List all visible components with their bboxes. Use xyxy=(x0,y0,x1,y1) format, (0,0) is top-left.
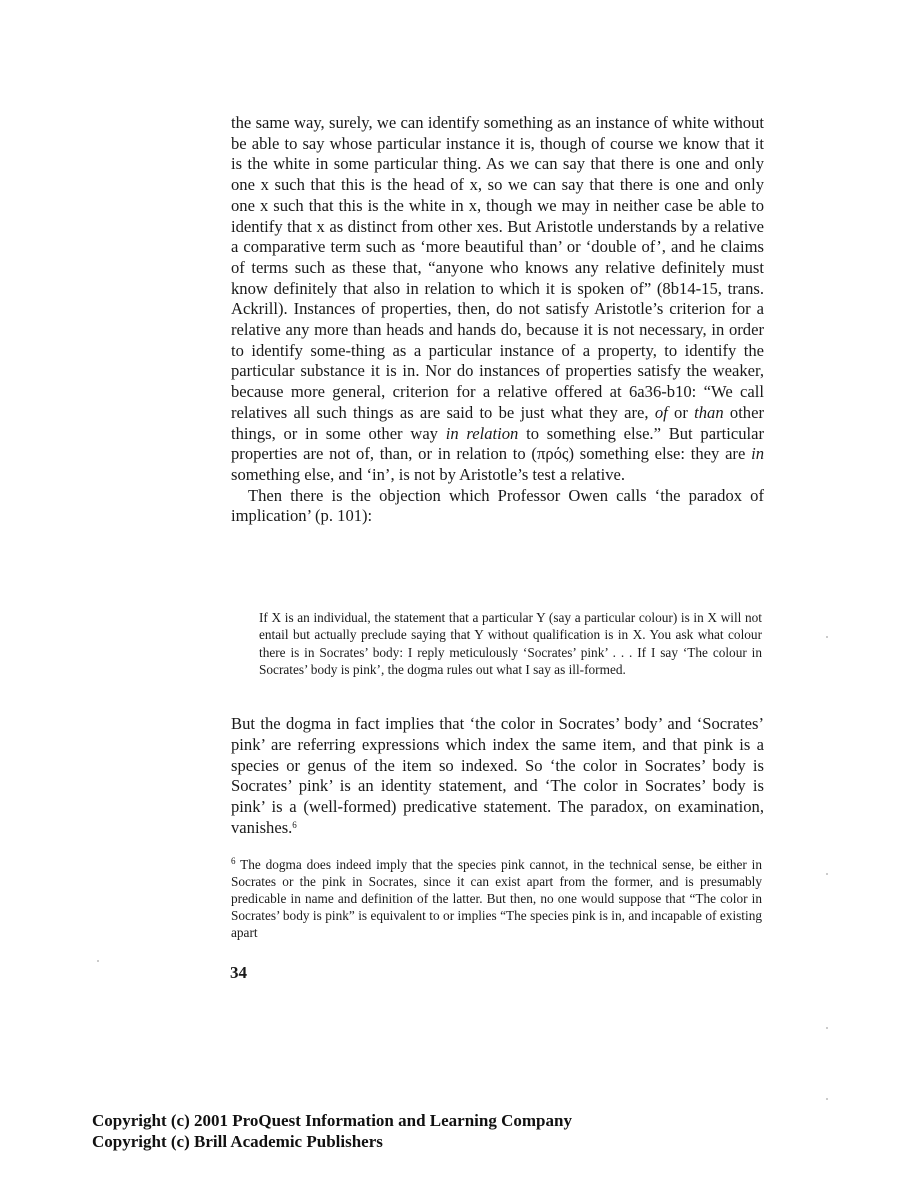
paragraph-1-text-5: something else, and ‘in’, is not by Aristotle’s test a relative. xyxy=(231,464,626,484)
paragraph-1-text-4: to something else.” But particular properties are not of, than, or in relation to (πρός) something else: they are xyxy=(231,423,764,464)
paragraph-1-text-3: other things, or in some other way xyxy=(231,402,764,443)
main-text xyxy=(231,113,764,527)
footnote-reference[interactable]: 6 xyxy=(292,819,297,830)
italic-than: than xyxy=(694,402,724,422)
footnote-text: The dogma does indeed imply that the species pink cannot, in the technical sense, be either in Socrates or the pink in Socrates, since it can exist apart from the former, and is presumably predicable in name and definition of the latter. But then, no one would suppose that “The color in Socrates’ body is pink” is equivalent to or implies “The species pink is in, and incapable of existing apart xyxy=(231,857,762,940)
paragraph-3 xyxy=(231,714,764,839)
scan-speck xyxy=(97,960,99,962)
italic-of: of xyxy=(654,402,668,422)
copyright-notice xyxy=(92,1110,572,1152)
scan-speck xyxy=(826,1098,828,1100)
scan-speck xyxy=(826,636,828,638)
footnote xyxy=(231,857,762,942)
paragraph-3-text: But the dogma in fact implies that ‘the color in Socrates’ body’ and ‘Socrates’ pink’ are referring expressions which index the same item, and that pink is a species or genus of the item so indexed. So ‘the color in Socrates’ body is Socrates’ pink’ is an identity statement, and ‘The color in Socrates’ body is pink’ is a (well-formed) predicative statement. The paradox, on examination, vanishes. xyxy=(231,714,764,837)
scan-speck xyxy=(826,873,828,875)
paragraph-1-text: the same way, surely, we can identify something as an instance of white without be able to say whose particular instance it is, though of course we know that it is the white in some particular thing. As we can say that there is one and only one x such that this is the head of x, so we can say that there is one and only one x such that this is the white in x, though we may in neither case be able to identify that x as distinct from other xes. But Aristotle understands by a relative a comparative term such as ‘more beautiful than’ or ‘double of’, and he claims of terms such as these that, “anyone who knows any relative definitely must know definitely that also in relation to which it is spoken of” (8b14-15, trans. Ackrill). Instances of properties, then, do not satisfy Aristotle’s criterion for a relative any more than heads and hands do, because it is not necessary, in order to identify some-thing as a particular instance of a property, to identify the particular substance it is in. Nor do instances of properties satisfy the weaker, because more general, criterion for a relative offered at 6a36-b10: “We call relatives all such things as are said to be just what they are, xyxy=(231,113,764,422)
copyright-line-2: Copyright (c) Brill Academic Publishers xyxy=(92,1132,383,1151)
footnote-marker: 6 xyxy=(231,856,236,866)
scan-speck xyxy=(826,1027,828,1029)
page-number: 34 xyxy=(230,963,247,982)
block-quote: If X is an individual, the statement that a particular Y (say a particular colour) is in X will not entail but actually preclude saying that Y without qualification is in X. You ask what colour there is in Socrates’ body: I reply meticulously ‘Socrates’ pink’ . . . If I say ‘The colour in Socrates’ body is pink’, the dogma rules out what I say as ill-formed. xyxy=(259,610,762,677)
paragraph-2: Then there is the objection which Professor Owen calls ‘the paradox of implication’ (p. 101): xyxy=(231,485,764,526)
italic-in-relation: in relation xyxy=(445,423,519,443)
paragraph-1-text-2: or xyxy=(667,402,695,422)
italic-in: in xyxy=(751,444,764,464)
copyright-line-1: Copyright (c) 2001 ProQuest Information and Learning Company xyxy=(92,1111,572,1130)
paragraph-1 xyxy=(231,113,764,486)
